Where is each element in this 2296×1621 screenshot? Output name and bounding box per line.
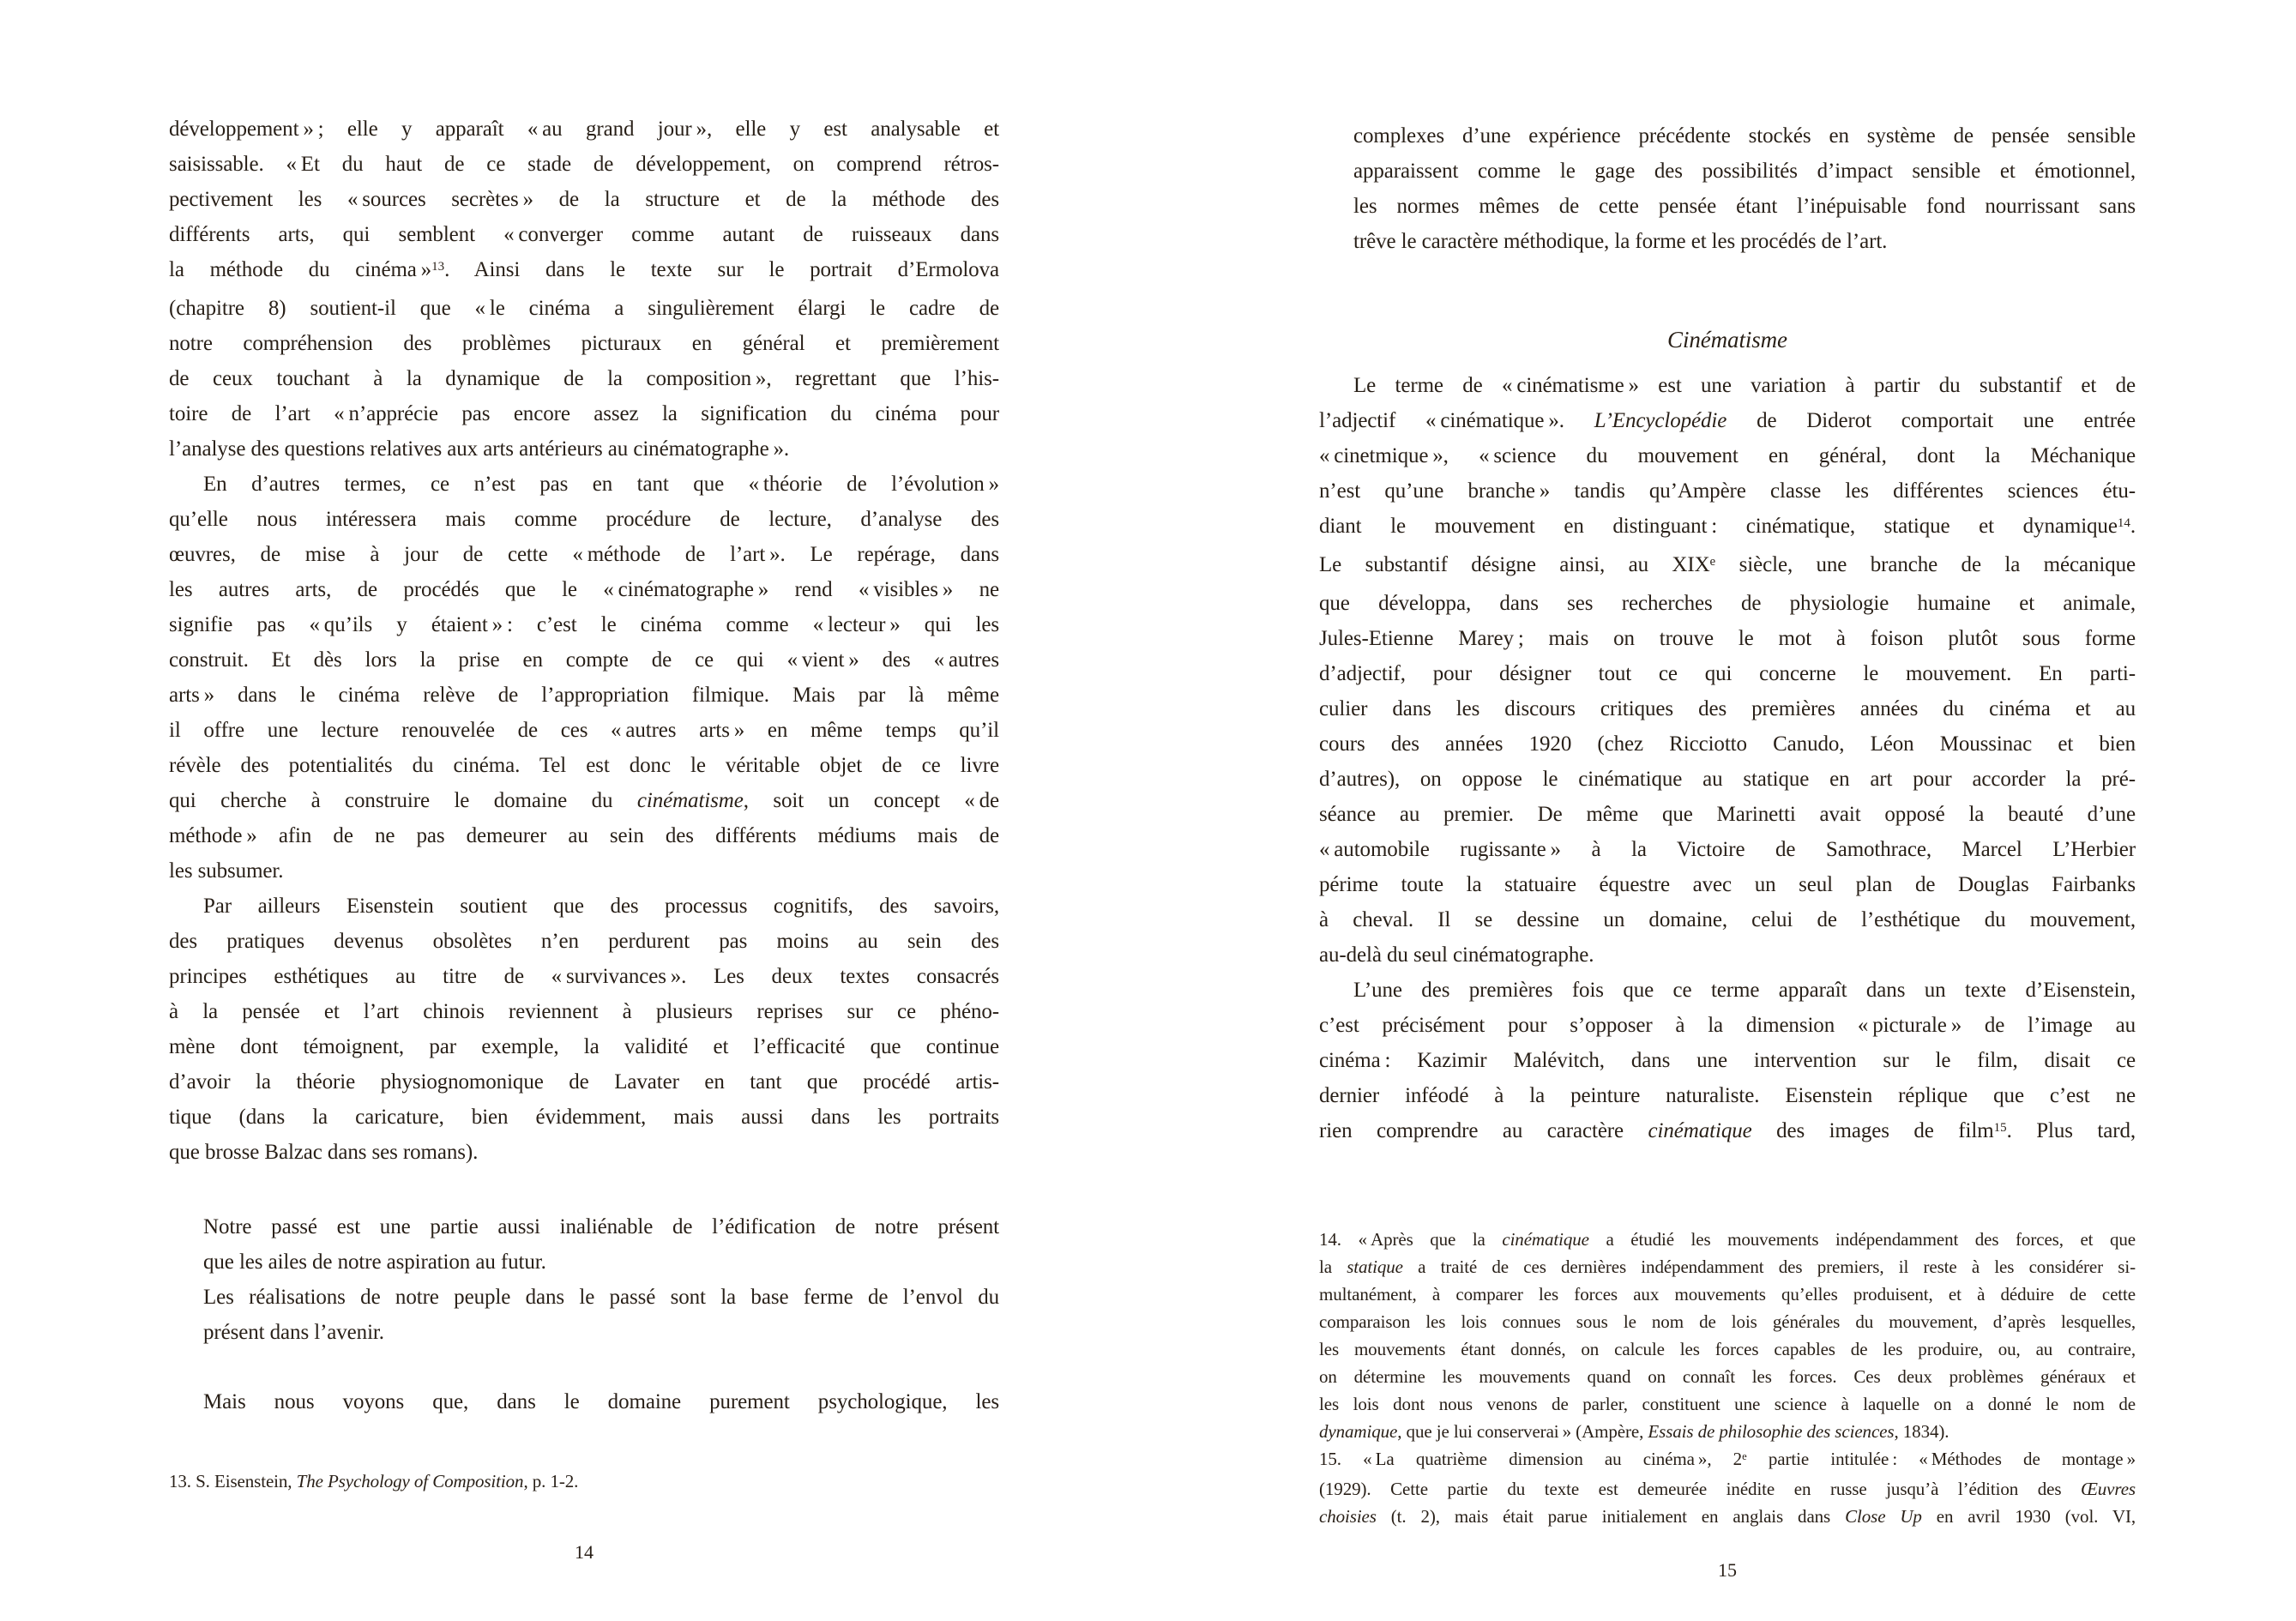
- text-line: l’adjectif « cinématique ». L’Encyclopédie de Diderot comportait une entrée: [1319, 409, 2136, 432]
- footnote-line: les mouvements étant donnés, on calcule les forces capables de les produire, ou, au contraire,: [1319, 1339, 2136, 1359]
- para-block: [1319, 368, 2136, 973]
- text-line: il offre une lecture renouvelée de ces « autres arts » en même temps qu’il: [169, 719, 999, 742]
- text-line: Les réalisations de notre peuple dans le passé sont la base ferme de l’envol du: [203, 1286, 999, 1309]
- text-line: d’adjectif, pour désigner tout ce qui concerne le mouvement. En parti-: [1319, 662, 2136, 685]
- italic-text: Essais de philosophie des sciences: [1648, 1421, 1895, 1442]
- text-line: que développa, dans ses recherches de physiologie humaine et animale,: [1319, 592, 2136, 615]
- text-line: des pratiques devenus obsolètes n’en perdurent pas moins au sein des: [169, 930, 999, 953]
- text-line: construit. Et dès lors la prise en compte de ce qui « vient » des « autres: [169, 648, 999, 672]
- text-line: de ceux touchant à la dynamique de la composition », regrettant que l’his-: [169, 367, 999, 390]
- page-body: [169, 111, 999, 1495]
- quote-block: [203, 1209, 999, 1350]
- text-line: complexes d’une expérience précédente stockés en système de pensée sensible: [1353, 124, 2136, 148]
- text-line: différents arts, qui semblent « converger comme autant de ruisseaux dans: [169, 223, 999, 246]
- text-line: les subsumer.: [169, 859, 284, 883]
- footnote-line: on détermine les mouvements quand on connaît les forces. Ces deux problèmes généraux et: [1319, 1366, 2136, 1387]
- text-line: d’autres), on oppose le cinématique au statique en art pour accorder la pré-: [1319, 768, 2136, 791]
- text-line: méthode » afin de ne pas demeurer au sein des différents médiums mais de: [169, 824, 999, 847]
- text-line: la méthode du cinéma »$^{13}$. Ainsi dans le texte sur le portrait d’Ermolova: [169, 258, 999, 281]
- text-line: Le substantif désigne ainsi, au XIXe siècle, une branche de la mécanique: [1319, 553, 2136, 576]
- footnote-line: comparaison les lois connues sous le nom de lois générales du mouvement, d’après lesquelles,: [1319, 1311, 2136, 1332]
- text-line: révèle des potentialités du cinéma. Tel est donc le véritable objet de ce livre: [169, 754, 999, 777]
- text-line: arts » dans le cinéma relève de l’appropriation filmique. Mais par là même: [169, 684, 999, 707]
- text-line: L’une des premières fois que ce terme apparaît dans un texte d’Eisenstein,: [1353, 979, 2136, 1002]
- text-line: diant le mouvement en distinguant : cinématique, statique et dynamique$^{14}$.: [1319, 515, 2136, 538]
- text-line: périme toute la statuaire équestre avec un seul plan de Douglas Fairbanks: [1319, 873, 2136, 896]
- text-line: à la pensée et l’art chinois reviennent à plusieurs reprises sur ce phéno-: [169, 1000, 999, 1023]
- text-line: à cheval. Il se dessine un domaine, celui de l’esthétique du mouvement,: [1319, 908, 2136, 931]
- text-line: signifie pas « qu’ils y étaient » : c’est le cinéma comme « lecteur » qui les: [169, 613, 999, 636]
- text-line: qui cherche à construire le domaine du cinématisme, soit un concept « de: [169, 789, 999, 812]
- text-line: Mais nous voyons que, dans le domaine purement psychologique, les: [203, 1390, 999, 1413]
- section-heading: Cinématisme: [1667, 327, 1787, 353]
- footnote-line: (1929). Cette partie du texte est demeurée inédite en russe jusqu’à l’édition des Œuvres: [1319, 1479, 2136, 1499]
- text-line: n’est qu’une branche » tandis qu’Ampère classe les différentes sciences étu-: [1319, 479, 2136, 503]
- para-block: [1319, 973, 2136, 1152]
- text-line: cinéma : Kazimir Malévitch, dans une intervention sur le film, disait ce: [1319, 1049, 2136, 1072]
- text-line: séance au premier. De même que Marinetti avait opposé la beauté d’une: [1319, 803, 2136, 826]
- footnote-line: les lois dont nous venons de parler, constituent une science à laquelle on a donné le nom de: [1319, 1394, 2136, 1414]
- footnotes-block: [169, 1467, 999, 1495]
- footnote-ref: e: [1709, 554, 1716, 569]
- footnote-line: 15. « La quatrième dimension au cinéma », 2e partie intitulée : « Méthodes de montage »: [1319, 1449, 2136, 1469]
- para-block: [169, 467, 999, 889]
- text-line: cours des années 1920 (chez Ricciotto Canudo, Léon Moussinac et bien: [1319, 732, 2136, 756]
- text-line: Par ailleurs Eisenstein soutient que des processus cognitifs, des savoirs,: [203, 895, 999, 918]
- page-number: 15: [1718, 1559, 1737, 1581]
- footnote-line: choisies (t. 2), mais était parue initialement en anglais dans Close Up en avril 1930 (vol. VI,: [1319, 1506, 2136, 1527]
- text-line: c’est précisément pour s’opposer à la dimension « picturale » de l’image au: [1319, 1014, 2136, 1037]
- footnote-ref: 14: [2117, 515, 2130, 530]
- italic-text: dynamique: [1319, 1421, 1398, 1442]
- footnote-line: dynamique, que je lui conserverai » (Ampère, Essais de philosophie des sciences, 1834).: [1319, 1421, 1949, 1442]
- text-line: Jules-Etienne Marey ; mais on trouve le mot à foison plutôt sous forme: [1319, 627, 2136, 650]
- text-line: toire de l’art « n’apprécie pas encore assez la signification du cinéma pour: [169, 402, 999, 425]
- text-line: rien comprendre au caractère cinématique des images de film$^{15}$. Plus tard,: [1319, 1119, 2136, 1142]
- text-line: l’analyse des questions relatives aux arts antérieurs au cinématographe ».: [169, 437, 790, 461]
- text-line: développement » ; elle y apparaît « au grand jour », elle y est analysable et: [169, 118, 999, 141]
- page-right: [1319, 0, 2136, 1588]
- text-line: (chapitre 8) soutient-il que « le cinéma a singulièrement élargi le cadre de: [169, 297, 999, 320]
- text-line: tique (dans la caricature, bien évidemment, mais aussi dans les portraits: [169, 1106, 999, 1129]
- text-line: les autres arts, de procédés que le « cinématographe » rend « visibles » ne: [169, 578, 999, 601]
- quotecont-block: [1353, 118, 2136, 259]
- para-block: [169, 111, 999, 467]
- text-line: qu’elle nous intéressera mais comme procédure de lecture, d’analyse des: [169, 508, 999, 531]
- page-number: 14: [575, 1541, 594, 1563]
- footnote-ref: e: [1742, 1449, 1747, 1462]
- text-line: notre compréhension des problèmes picturaux en général et premièrement: [169, 332, 999, 355]
- text-line: Le terme de « cinématisme » est une variation à partir du substantif et de: [1353, 374, 2136, 397]
- italic-text: statique: [1347, 1256, 1403, 1277]
- text-line: « automobile rugissante » à la Victoire de Samothrace, Marcel L’Herbier: [1319, 838, 2136, 861]
- text-line: apparaissent comme le gage des possibilités d’impact sensible et émotionnel,: [1353, 160, 2136, 183]
- text-line: trêve le caractère méthodique, la forme et les procédés de l’art.: [1353, 230, 1888, 253]
- italic-text: cinématique: [1648, 1119, 1752, 1142]
- footnote-ref: 15: [1993, 1120, 2007, 1135]
- page-body: [1319, 118, 2136, 1530]
- italic-text: Close Up: [1845, 1506, 1922, 1527]
- heading-block: [1319, 322, 2136, 358]
- text-line: Notre passé est une partie aussi inaliénable de l’édification de notre présent: [203, 1215, 999, 1238]
- text-line: mène dont témoignent, par exemple, la validité et l’efficacité que continue: [169, 1035, 999, 1058]
- italic-text: choisies: [1319, 1506, 1377, 1527]
- page-left: [169, 0, 999, 1570]
- text-line: dernier inféodé à la peinture naturaliste. Eisenstein réplique que c’est ne: [1319, 1084, 2136, 1107]
- text-line: présent dans l’avenir.: [203, 1321, 384, 1344]
- italic-text: cinématique: [1502, 1229, 1589, 1250]
- italic-text: The Psychology of Composition: [296, 1471, 524, 1491]
- text-line: pectivement les « sources secrètes » de la structure et de la méthode des: [169, 188, 999, 211]
- text-line: principes esthétiques au titre de « survivances ». Les deux textes consacrés: [169, 965, 999, 988]
- italic-text: Œuvres: [2081, 1479, 2136, 1499]
- text-line: En d’autres termes, ce n’est pas en tant que « théorie de l’évolution »: [203, 473, 999, 496]
- footnote-ref: 13: [431, 259, 445, 274]
- text-line: que brosse Balzac dans ses romans).: [169, 1141, 479, 1164]
- footnote-line: 14. « Après que la cinématique a étudié les mouvements indépendamment des forces, et que: [1319, 1229, 2136, 1250]
- text-line: culier dans les discours critiques des premières années du cinéma et au: [1319, 697, 2136, 720]
- italic-text: cinématisme: [636, 789, 744, 812]
- footnote-line: multanément, à comparer les forces aux mouvements qu’elles produisent, et à déduire de cette: [1319, 1284, 2136, 1305]
- text-line: saisissable. « Et du haut de ce stade de développement, on comprend rétros-: [169, 153, 999, 176]
- italic-text: L’Encyclopédie: [1594, 409, 1727, 432]
- text-line: au-delà du seul cinématographe.: [1319, 943, 1594, 967]
- quotepara-block: [203, 1384, 999, 1419]
- text-line: « cinetmique », « science du mouvement en général, dont la Méchanique: [1319, 444, 2136, 467]
- para-block: [169, 889, 999, 1170]
- text-line: les normes mêmes de cette pensée étant l’inépuisable fond nourrissant sans: [1353, 195, 2136, 218]
- text-line: d’avoir la théorie physiognomonique de Lavater en tant que procédé artis-: [169, 1070, 999, 1094]
- text-line: œuvres, de mise à jour de cette « méthode de l’art ». Le repérage, dans: [169, 543, 999, 566]
- text-line: que les ailes de notre aspiration au futur.: [203, 1250, 546, 1274]
- footnote-line: la statique a traité de ces dernières indépendamment des premiers, il reste à les considérer si-: [1319, 1256, 2136, 1277]
- footnotes-block: [1319, 1226, 2136, 1530]
- footnote-line: 13. S. Eisenstein, The Psychology of Composition, p. 1-2.: [169, 1471, 579, 1491]
